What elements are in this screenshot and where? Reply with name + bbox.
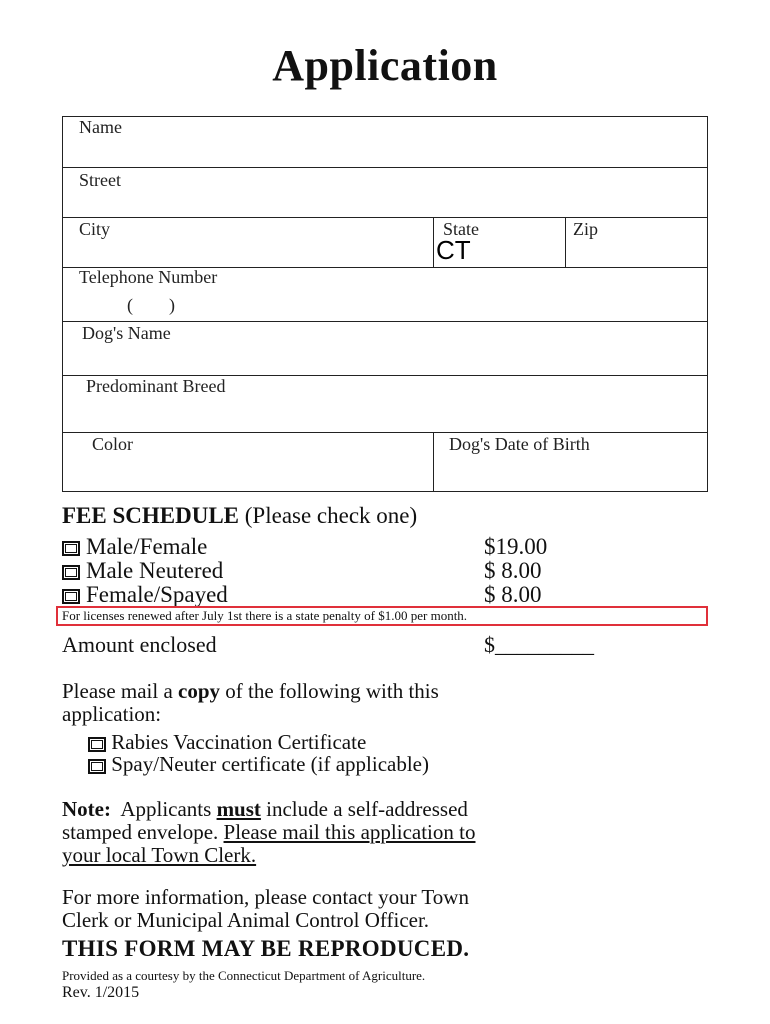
page-title: Application xyxy=(272,41,498,90)
dog-name-label: Dog's Name xyxy=(82,323,171,343)
fee-option-male-neutered: Male Neutered $ 8.00 xyxy=(62,559,622,583)
zip-label: Zip xyxy=(573,219,598,239)
telephone-area-code: ( ) xyxy=(127,295,175,315)
fee-option-female-spayed: Female/Spayed $ 8.00 xyxy=(62,583,622,607)
breed-label: Predominant Breed xyxy=(86,376,226,396)
dob-label: Dog's Date of Birth xyxy=(449,434,590,454)
row-divider xyxy=(63,321,707,322)
street-field[interactable] xyxy=(63,191,707,217)
state-field[interactable]: CT xyxy=(436,235,471,265)
street-label: Street xyxy=(79,170,121,190)
dog-name-field[interactable] xyxy=(63,345,707,375)
reproduce-notice: THIS FORM MAY BE REPRODUCED. xyxy=(62,936,470,961)
fee-price: $ 8.00 xyxy=(484,558,542,583)
name-label: Name xyxy=(79,117,122,137)
mail-checkbox[interactable] xyxy=(88,759,106,774)
name-field[interactable] xyxy=(63,137,707,167)
revision-label: Rev. 1/2015 xyxy=(62,984,140,1001)
amount-enclosed-label: Amount enclosed xyxy=(62,632,217,657)
applicant-form xyxy=(62,116,708,492)
row-divider xyxy=(63,167,707,168)
dob-field[interactable] xyxy=(435,457,707,491)
courtesy-note: Provided as a courtesy by the Connecticut Department of Agriculture. xyxy=(62,968,426,983)
fee-option-male-female: Male/Female $19.00 xyxy=(62,535,622,559)
mail-item-rabies: Rabies Vaccination Certificate xyxy=(88,731,366,754)
fee-schedule-heading: FEE SCHEDULE (Please check one) xyxy=(62,503,418,528)
city-field[interactable] xyxy=(63,239,433,267)
fee-checkbox[interactable] xyxy=(62,589,80,604)
penalty-note: For licenses renewed after July 1st there is a state penalty of $1.00 per month. xyxy=(62,608,468,623)
fee-checkbox[interactable] xyxy=(62,565,80,580)
row-divider xyxy=(63,432,707,433)
breed-field[interactable] xyxy=(63,399,707,431)
telephone-label: Telephone Number xyxy=(79,267,218,287)
col-divider xyxy=(433,432,434,492)
fee-price: $ 8.00 xyxy=(484,582,542,607)
telephone-field[interactable] xyxy=(213,293,707,319)
row-divider xyxy=(63,217,707,218)
note-paragraph: Note: Applicants must include a self-addressed stamped envelope. Please mail this application to your local Town Clerk. xyxy=(62,797,476,867)
fee-price: $19.00 xyxy=(484,534,548,559)
contact-paragraph: For more information, please contact your Town Clerk or Municipal Animal Control Officer. xyxy=(62,885,469,932)
fee-checkbox[interactable] xyxy=(62,541,80,556)
state-label: State xyxy=(443,219,479,239)
mail-item-spay-neuter: Spay/Neuter certificate (if applicable) xyxy=(88,753,429,776)
amount-enclosed-field[interactable]: $_________ xyxy=(484,632,594,657)
color-label: Color xyxy=(92,434,134,454)
mail-instructions: Please mail a copy of the following with this application: xyxy=(62,679,439,726)
mail-checkbox[interactable] xyxy=(88,737,106,752)
zip-field[interactable] xyxy=(566,239,707,267)
color-field[interactable] xyxy=(63,457,433,491)
city-label: City xyxy=(79,219,111,239)
col-divider xyxy=(433,217,434,267)
